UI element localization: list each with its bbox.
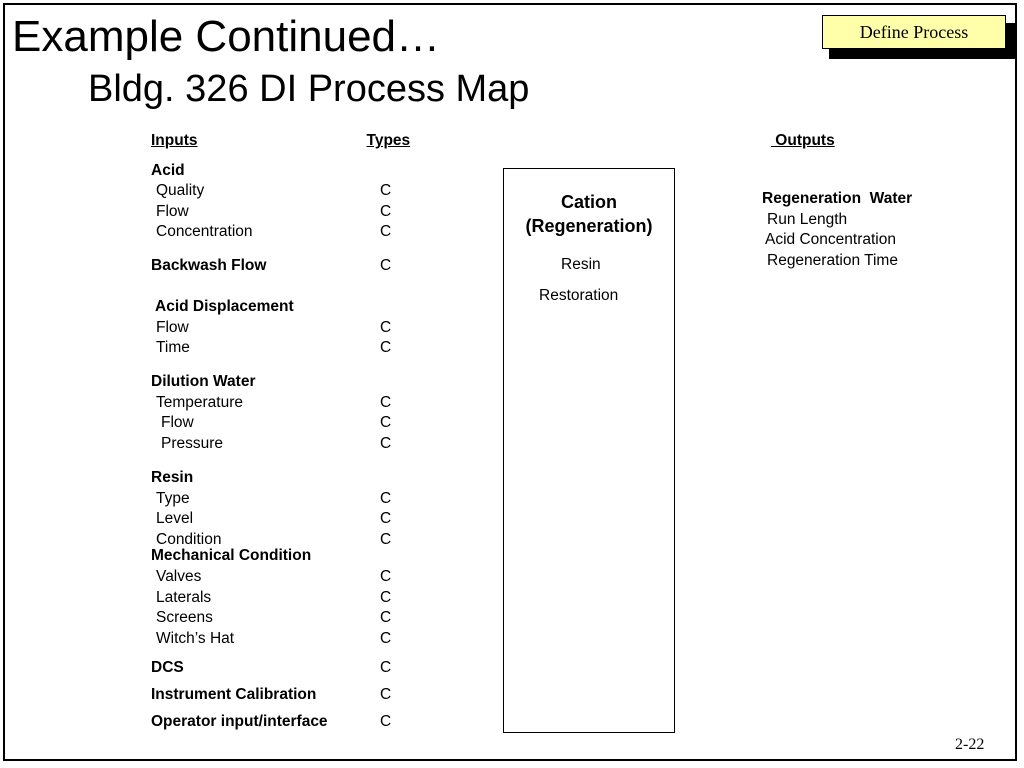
operator-input-label: Operator input/interface	[151, 713, 328, 730]
input-type: C	[380, 659, 392, 676]
page-number: 2-22	[955, 736, 985, 753]
input-label: Laterals	[156, 589, 212, 606]
input-type: C	[380, 223, 392, 240]
input-type: C	[380, 510, 392, 527]
resin-heading: Resin	[151, 469, 194, 486]
process-title-line2: (Regeneration)	[525, 216, 653, 236]
backwash-flow-label: Backwash Flow	[151, 257, 267, 274]
acid-displacement-heading: Acid Displacement	[155, 298, 294, 315]
output-item: Run Length	[767, 211, 848, 228]
input-type: C	[380, 203, 392, 220]
output-item: Regeneration Time	[767, 252, 898, 269]
input-label: Concentration	[156, 223, 253, 240]
input-type: C	[380, 257, 392, 274]
process-step-restoration: Restoration	[539, 287, 619, 304]
slide-title: Example Continued…	[12, 12, 441, 61]
input-type: C	[380, 182, 392, 199]
outputs-header: Outputs	[771, 132, 835, 149]
input-type: C	[380, 414, 392, 431]
define-process-badge: Define Process	[822, 15, 1006, 49]
input-type: C	[380, 568, 392, 585]
input-label: Condition	[156, 531, 222, 548]
input-type: C	[380, 686, 392, 703]
mechanical-condition-heading: Mechanical Condition	[151, 547, 312, 564]
process-step-resin: Resin	[561, 256, 601, 273]
dilution-water-heading: Dilution Water	[151, 373, 256, 390]
input-label: Flow	[156, 203, 189, 220]
input-type: C	[380, 490, 392, 507]
inputs-header: Inputs Types	[151, 132, 411, 149]
input-type: C	[380, 589, 392, 606]
input-label: Witch’s Hat	[156, 630, 235, 647]
process-box	[503, 168, 675, 733]
output-item: Acid Concentration	[765, 231, 896, 248]
input-type: C	[380, 630, 392, 647]
input-label: Quality	[156, 182, 205, 199]
process-title-line1: Cation	[561, 192, 617, 212]
acid-heading: Acid	[151, 162, 185, 179]
input-type: C	[380, 319, 392, 336]
input-label: Level	[156, 510, 194, 527]
input-label: Type	[156, 490, 190, 507]
input-type: C	[380, 339, 392, 356]
input-type: C	[380, 713, 392, 730]
input-label: Screens	[156, 609, 213, 626]
process-title	[503, 190, 675, 238]
input-label: Flow	[156, 319, 189, 336]
input-label: Flow	[161, 414, 194, 431]
input-label: Temperature	[156, 394, 244, 411]
input-label: Valves	[156, 568, 202, 585]
input-label: Time	[156, 339, 190, 356]
input-type: C	[380, 609, 392, 626]
input-label: Pressure	[161, 435, 224, 452]
output-heading: Regeneration Water	[762, 190, 913, 207]
slide-subtitle: Bldg. 326 DI Process Map	[88, 68, 530, 110]
input-type: C	[380, 531, 392, 548]
input-type: C	[380, 435, 392, 452]
dcs-label: DCS	[151, 659, 184, 676]
instrument-calibration-label: Instrument Calibration	[151, 686, 317, 703]
input-type: C	[380, 394, 392, 411]
